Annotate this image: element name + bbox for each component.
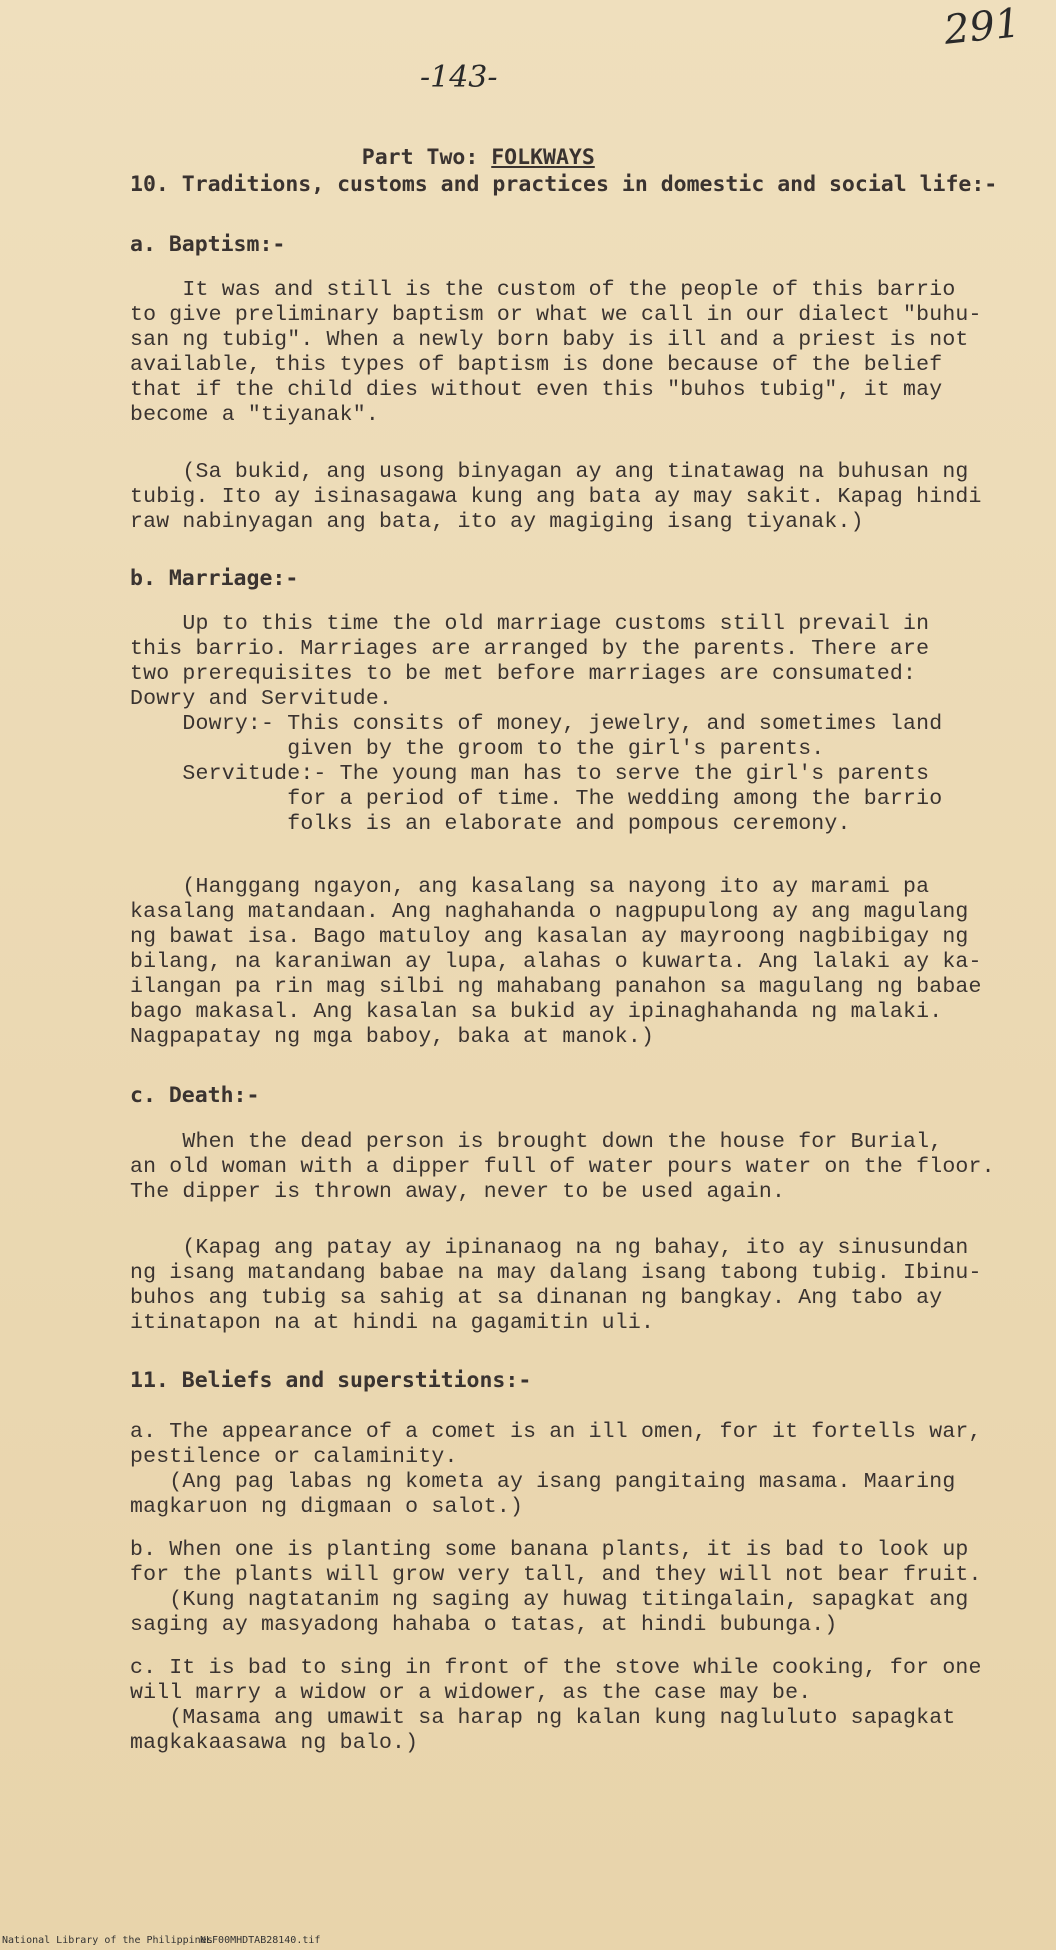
death-english-paragraph [130, 1130, 1056, 1205]
text-line: (Sa bukid, ang usong binyagan ay ang tinatawag na buhusan ng [130, 460, 969, 484]
page-number: -143- [420, 60, 498, 95]
text-line: to give preliminary baptism or what we call in our dialect "buhu- [130, 303, 982, 327]
text-line: Servitude:- The young man has to serve the girl's parents [130, 762, 930, 786]
baptism-tagalog-paragraph [130, 460, 1056, 535]
text-line: c. It is bad to sing in front of the stove while cooking, for one [130, 1656, 982, 1680]
text-line: (Kung nagtatanim ng saging ay huwag titingalain, sapagkat ang [130, 1588, 969, 1612]
text-line: (Ang pag labas ng kometa ay isang pangitaing masama. Maaring [130, 1470, 956, 1494]
text-line: When the dead person is brought down the house for Burial, [130, 1130, 943, 1154]
text-line: ng isang matandang babae na may dalang isang tabong tubig. Ibinu- [130, 1261, 982, 1285]
archive-stamp-number: 291 [941, 0, 1023, 54]
text-line: saging ay masyadong hahaba o tatas, at hindi bubunga.) [130, 1613, 838, 1637]
text-line: this barrio. Marriages are arranged by the parents. There are [130, 637, 930, 661]
text-line: ilangan pa rin mag silbi ng mahabang panahon sa magulang ng babae [130, 975, 982, 999]
section-11-heading: 11. Beliefs and superstitions:- [130, 1368, 532, 1393]
baptism-heading: a. Baptism:- [130, 232, 286, 257]
text-line: that if the child dies without even this "buhos tubig", it may [130, 378, 943, 402]
text-line: (Masama ang umawit sa harap ng kalan kung nagluluto sapagkat [130, 1706, 956, 1730]
belief-a-paragraph [130, 1420, 1056, 1520]
text-line: san ng tubig". When a newly born baby is ill and a priest is not [130, 328, 969, 352]
text-line: two prerequisites to be met before marriages are consumated: [130, 662, 917, 686]
text-line: for a period of time. The wedding among the barrio [130, 787, 943, 811]
text-line: pestilence or calaminity. [130, 1445, 458, 1469]
text-line: ng bawat isa. Bago matuloy ang kasalan ay mayroong nagbibigay ng [130, 925, 969, 949]
text-line: bilang, na karaniwan ay lupa, alahas o kuwarta. Ang lalaki ay ka- [130, 950, 982, 974]
text-line: available, this types of baptism is done because of the belief [130, 353, 943, 377]
text-line: Nagpapatay ng mga baboy, baka at manok.) [130, 1025, 655, 1049]
text-line: (Hanggang ngayon, ang kasalang sa nayong ito ay marami pa [130, 875, 930, 899]
death-tagalog-paragraph [130, 1236, 1056, 1336]
death-heading: c. Death:- [130, 1083, 260, 1108]
text-line: magkakaasawa ng balo.) [130, 1731, 419, 1755]
text-line: Dowry and Servitude. [130, 687, 393, 711]
text-line: a. The appearance of a comet is an ill omen, for it fortells war, [130, 1420, 982, 1444]
marriage-tagalog-paragraph [130, 875, 1056, 1050]
belief-c-paragraph [130, 1656, 1056, 1756]
text-line: (Kapag ang patay ay ipinanaog na ng bahay, ito ay sinusundan [130, 1236, 969, 1260]
text-line: bago makasal. Ang kasalan sa bukid ay ipinaghahanda ng malaki. [130, 1000, 943, 1024]
text-line: The dipper is thrown away, never to be used again. [130, 1180, 786, 1204]
text-line: become a "tiyanak". [130, 403, 379, 427]
text-line: an old woman with a dipper full of water pours water on the floor. [130, 1155, 995, 1179]
part-heading-prefix: Part Two: [361, 145, 492, 170]
part-heading-title: FOLKWAYS [491, 145, 595, 170]
text-line: kasalang matandaan. Ang naghahanda o nagpupulong ay ang magulang [130, 900, 969, 924]
marriage-english-paragraph [130, 612, 1056, 837]
text-line: magkaruon ng digmaan o salot.) [130, 1495, 524, 1519]
text-line: Dowry:- This consits of money, jewelry, and sometimes land [130, 712, 943, 736]
text-line: tubig. Ito ay isinasagawa kung ang bata ay may sakit. Kapag hindi [130, 485, 982, 509]
text-line: It was and still is the custom of the people of this barrio [130, 278, 956, 302]
text-line: raw nabinyagan ang bata, ito ay magiging isang tiyanak.) [130, 510, 864, 534]
text-line: given by the groom to the girl's parents. [130, 737, 825, 761]
footer-file-id: NLF00MHDTAB28140.tif [200, 1935, 321, 1946]
marriage-heading: b. Marriage:- [130, 566, 299, 591]
scan-footer [0, 1932, 1056, 1950]
text-line: folks is an elaborate and pompous ceremony. [130, 812, 851, 836]
text-line: will marry a widow or a widower, as the case may be. [130, 1681, 812, 1705]
baptism-english-paragraph [130, 278, 1056, 428]
footer-library-name: National Library of the Philippines [2, 1935, 213, 1946]
section-10-heading: 10. Traditions, customs and practices in domestic and social life:- [130, 172, 998, 197]
text-line: itinatapon na at hindi na gagamitin uli. [130, 1311, 655, 1335]
text-line: buhos ang tubig sa sahig at sa dinanan ng bangkay. Ang tabo ay [130, 1286, 943, 1310]
text-line: b. When one is planting some banana plants, it is bad to look up [130, 1538, 969, 1562]
text-line: Up to this time the old marriage customs still prevail in [130, 612, 930, 636]
text-line: for the plants will grow very tall, and they will not bear fruit. [130, 1563, 982, 1587]
belief-b-paragraph [130, 1538, 1056, 1638]
